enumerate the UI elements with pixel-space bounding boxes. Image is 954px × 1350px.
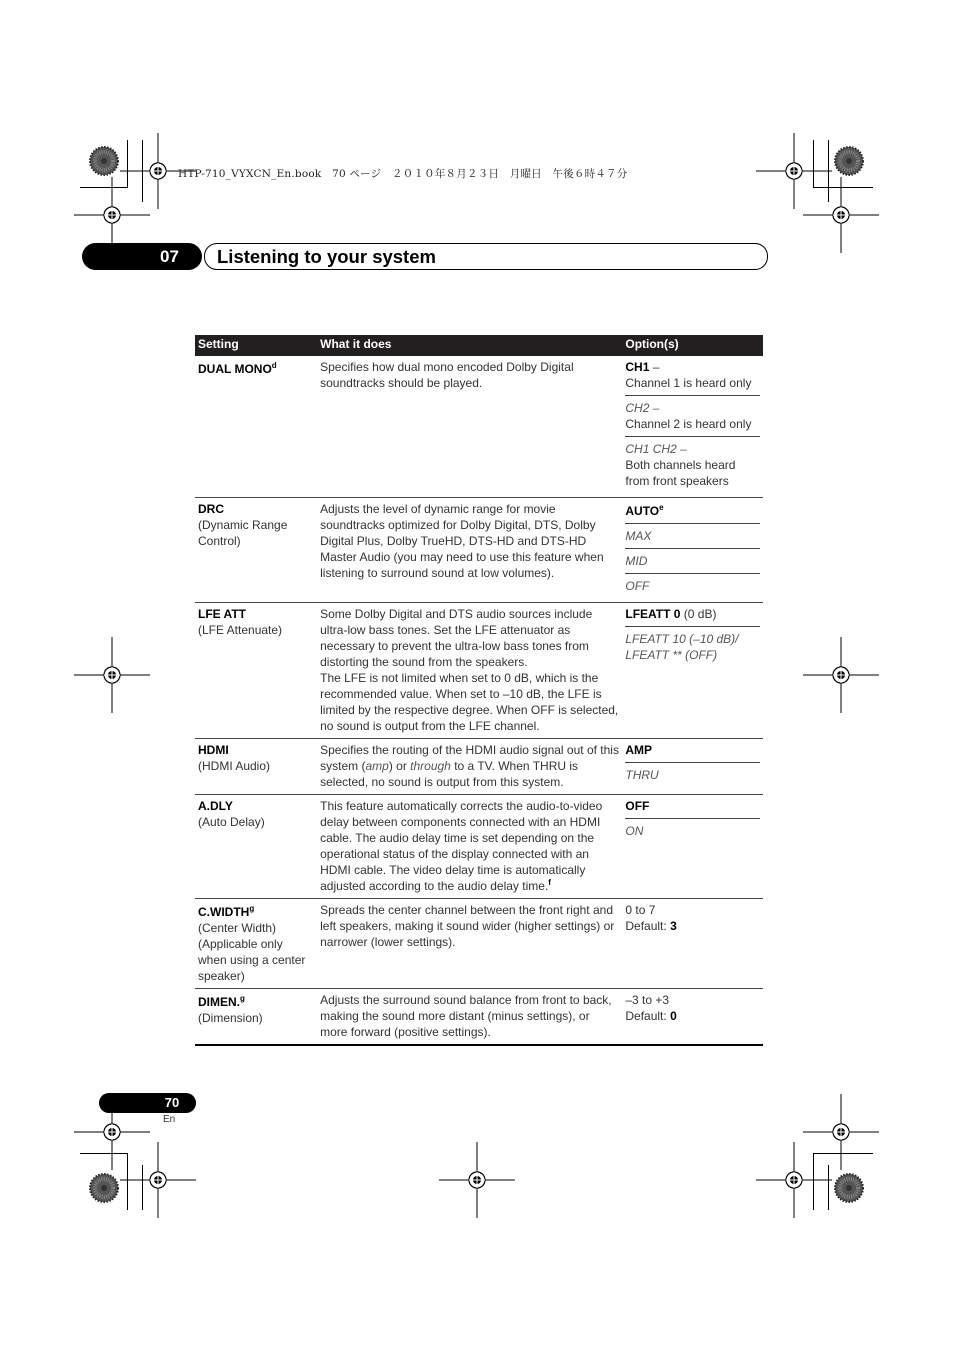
option-item: OFF [625, 579, 650, 593]
description-italic: through [410, 759, 451, 773]
description-text: This feature automatically corrects the audio-to-video delay between components connected with an HDMI cable. The audio delay time is set depending on the operational status of the display connected with an HDMI cable. The video delay time is automatically adjusted according to the audio delay time. [320, 799, 603, 893]
footnote-mark: g [240, 994, 245, 1003]
header-setting: Setting [195, 335, 317, 356]
setting-name: DRC [198, 502, 224, 516]
page-number: 70 [164, 1095, 180, 1110]
description-cell: Spreads the center channel between the front right and left speakers, making it sound wider (higher settings) or narrower (lower settings). [317, 899, 622, 989]
option-item [625, 606, 760, 627]
setting-name: HDMI [198, 743, 229, 757]
setting-cell [195, 739, 317, 795]
header-what-it-does: What it does [317, 335, 622, 356]
option-item: MID [625, 549, 760, 574]
description-paragraph: Some Dolby Digital and DTS audio sources include ultra-low bass tones. Set the LFE attenuator as necessary to prevent the ultra-low bass tones from distorting the sound from the speakers. [320, 607, 593, 669]
option-dash: – [649, 360, 660, 374]
option-name: CH1 CH2 [625, 442, 677, 456]
print-info-line: HTP-710_VYXCN_En.book 70 ページ ２０１０年８月２３日 月曜日 午後６時４７分 [178, 168, 628, 180]
option-detail: Channel 1 is heard only [625, 376, 752, 390]
options-cell [622, 899, 763, 989]
setting-cell [195, 498, 317, 603]
description-cell [317, 795, 622, 899]
footnote-mark: f [548, 878, 551, 887]
table-row [195, 603, 763, 739]
settings-table [195, 335, 763, 1046]
footnote-mark: g [249, 904, 255, 913]
option-item: MAX [625, 524, 760, 549]
page-language: En [163, 1114, 176, 1125]
option-item: ON [625, 824, 644, 838]
header-options: Option(s) [622, 335, 763, 356]
table-row [195, 498, 763, 603]
description-cell: Adjusts the level of dynamic range for movie soundtracks optimized for Dolby Digital, DTS, Dolby Digital Plus, Dolby TrueHD, DTS-HD and DTS-HD Master Audio (you may need to use this feature when listening to surround sound at low volumes). [317, 498, 622, 603]
option-range: –3 to +3 [625, 993, 670, 1007]
description-cell: Specifies how dual mono encoded Dolby Digital soundtracks should be played. [320, 360, 574, 390]
description-cell [317, 739, 622, 795]
description-text: ) or [388, 759, 411, 773]
option-name: AUTO [625, 504, 660, 518]
setting-cell [195, 899, 317, 989]
setting-cell [195, 603, 317, 739]
setting-subtitle: (LFE Attenuate) [198, 623, 283, 637]
default-label: Default: [625, 1009, 671, 1023]
option-name: CH2 [625, 401, 650, 415]
setting-subtitle: (Center Width) (Applicable only when using a center speaker) [198, 921, 306, 983]
footnote-mark: d [271, 361, 277, 370]
table-header-row [195, 335, 763, 356]
option-item: LFEATT 10 (–10 dB)/ LFEATT ** (OFF) [625, 632, 739, 662]
setting-cell [195, 795, 317, 899]
chapter-title: Listening to your system [217, 246, 436, 267]
option-detail: Both channels heard from front speakers [625, 458, 736, 488]
table-row [195, 795, 763, 899]
setting-cell [195, 989, 317, 1046]
option-dash: – [676, 442, 687, 456]
setting-subtitle: (Dimension) [198, 1011, 263, 1025]
option-item [625, 359, 760, 396]
option-name: CH1 [625, 360, 650, 374]
option-detail: Channel 2 is heard only [625, 417, 752, 431]
table-row [195, 899, 763, 989]
setting-subtitle: (HDMI Audio) [198, 759, 271, 773]
table-row [195, 356, 763, 498]
footnote-mark: e [659, 503, 664, 512]
option-item: THRU [625, 768, 659, 782]
description-cell: Adjusts the surround sound balance from front to back, making the sound more distant (minus settings), or more forward (positive settings). [317, 989, 622, 1046]
option-name: LFEATT 0 [625, 607, 681, 621]
setting-name: DUAL MONO [198, 362, 272, 376]
option-item [625, 437, 760, 493]
description-paragraph: The LFE is not limited when set to 0 dB, which is the recommended value. When set to –10 dB, the LFE is limited by the respective degree. When OFF is selected, no sound is output from the LFE channel. [320, 671, 619, 733]
options-cell [622, 356, 763, 498]
setting-subtitle: (Auto Delay) [198, 815, 265, 829]
description-text: to a TV. When THRU is selected, no sound is output from this system. [320, 759, 579, 789]
option-item: OFF [625, 798, 760, 819]
setting-subtitle: (Dynamic Range Control) [198, 518, 288, 548]
setting-name: C.WIDTH [198, 905, 250, 919]
default-value: 3 [670, 919, 677, 933]
options-cell [622, 739, 763, 795]
description-italic: amp [365, 759, 389, 773]
setting-name: LFE ATT [198, 607, 246, 621]
default-label: Default: [625, 919, 671, 933]
option-detail: (0 dB) [680, 607, 717, 621]
option-item: AMP [625, 742, 760, 763]
options-cell [622, 498, 763, 603]
options-cell [622, 989, 763, 1046]
description-text: Specifies the routing of the HDMI audio signal out of this system ( [320, 743, 619, 773]
setting-name: DIMEN. [198, 995, 240, 1009]
option-item [625, 503, 760, 524]
setting-cell [195, 356, 317, 498]
description-cell [317, 603, 622, 739]
setting-name: A.DLY [198, 799, 233, 813]
options-cell [622, 795, 763, 899]
option-item [625, 396, 760, 437]
table-row [195, 739, 763, 795]
table-row [195, 989, 763, 1046]
option-dash: – [649, 401, 660, 415]
option-range: 0 to 7 [625, 903, 656, 917]
chapter-number: 07 [160, 247, 179, 266]
options-cell [622, 603, 763, 739]
default-value: 0 [670, 1009, 677, 1023]
